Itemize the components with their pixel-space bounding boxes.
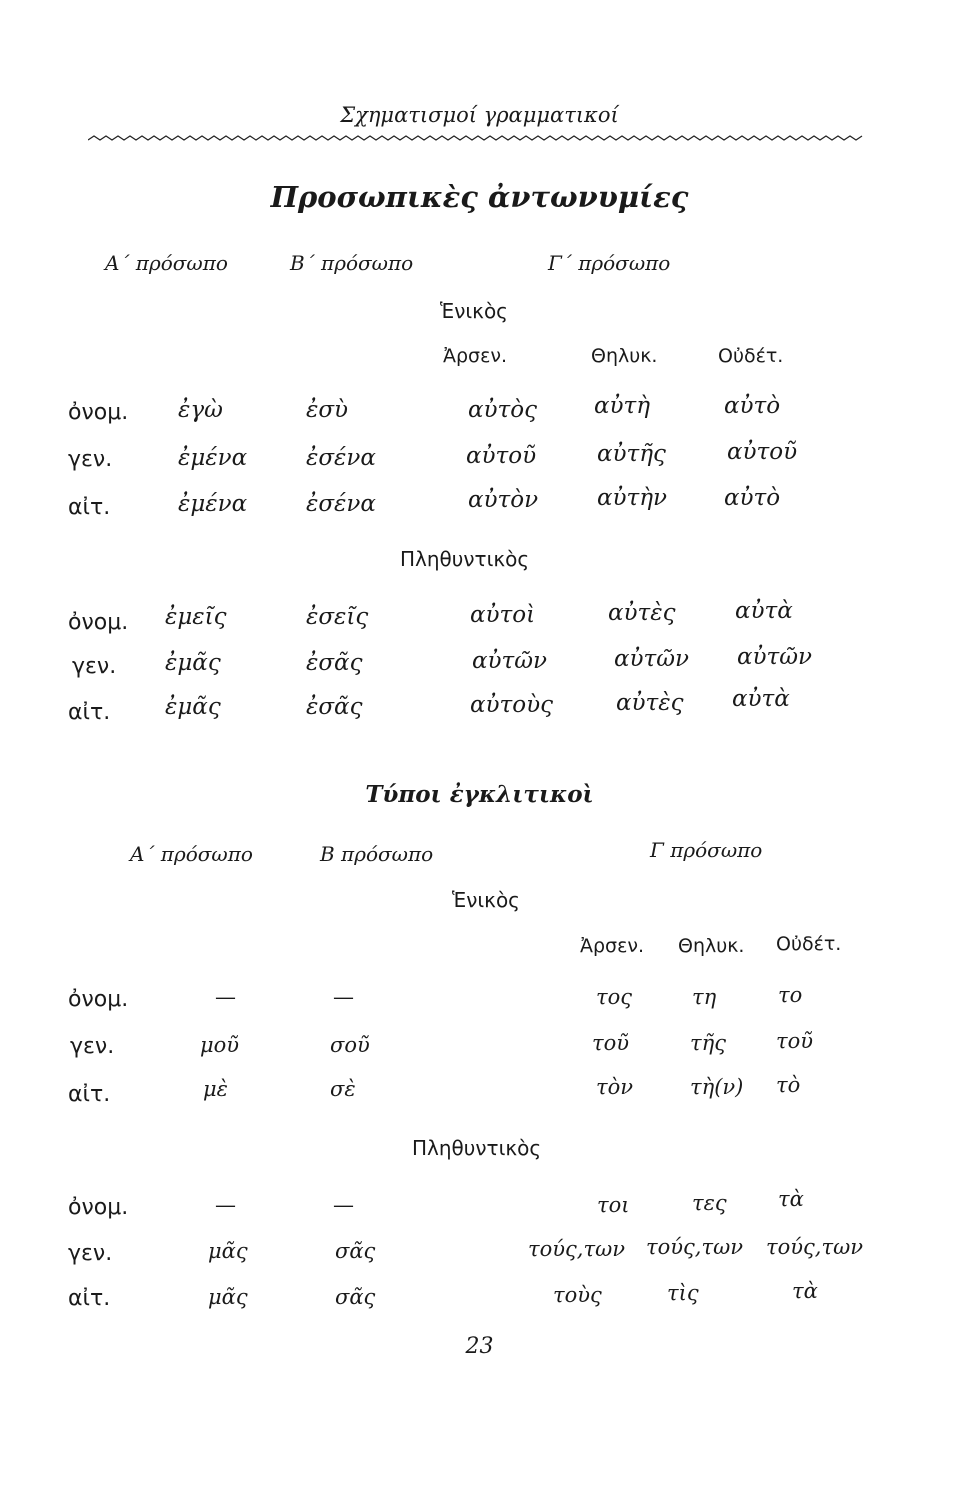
- person-2-heading: Β΄ πρόσωπο: [290, 251, 414, 275]
- form-cell: τὰ: [792, 1279, 818, 1303]
- form-cell: τὰ: [778, 1187, 804, 1211]
- form-cell: αὐτὴν: [597, 485, 667, 511]
- form-cell: αὐτὲς: [616, 690, 684, 716]
- page-number: 23: [465, 1334, 494, 1359]
- form-cell: αὐτὰ: [735, 598, 793, 624]
- form-cell: αὐτὴ: [594, 393, 651, 419]
- form-cell: μᾶς: [208, 1285, 248, 1309]
- case-label: ὀνομ.: [68, 400, 129, 425]
- form-cell: αὐτὰ: [732, 686, 790, 712]
- form-cell: αὐτοὺς: [470, 692, 553, 718]
- form-cell: αὐτοὶ: [470, 602, 536, 628]
- form-cell: τοῦ: [776, 1029, 814, 1053]
- form-cell: τες: [692, 1191, 727, 1215]
- dash-cell: —: [215, 1193, 236, 1217]
- form-cell: τοι: [597, 1193, 630, 1217]
- form-cell: ἐμᾶς: [165, 694, 221, 720]
- form-cell: τὸ: [776, 1073, 801, 1097]
- case-label: αἰτ.: [68, 1082, 111, 1107]
- form-cell: τούς,των: [766, 1235, 863, 1259]
- form-cell: τοῦ: [592, 1031, 630, 1055]
- form-cell: αὐτῶν: [472, 648, 547, 674]
- form-cell: αὐτὲς: [608, 600, 676, 626]
- plural-label: Πληθυντικὸς: [400, 547, 530, 571]
- form-cell: αὐτῶν: [614, 646, 689, 672]
- form-cell: τὴ(ν): [690, 1075, 744, 1099]
- form-cell: τος: [596, 985, 633, 1009]
- form-cell: τοὺς: [553, 1283, 602, 1307]
- gender-neuter: Οὐδέτ.: [776, 933, 842, 955]
- person-1-heading: Α΄ πρόσωπο: [105, 251, 228, 275]
- form-cell: αὐτὸν: [468, 487, 539, 513]
- form-cell: αὐτῆς: [597, 441, 666, 467]
- form-cell: σοῦ: [330, 1033, 370, 1057]
- form-cell: ἐσένα: [306, 445, 376, 471]
- person-2-heading: Β πρόσωπο: [320, 842, 434, 866]
- case-label: αἰτ.: [68, 700, 111, 725]
- case-label: γεν.: [72, 654, 117, 679]
- singular-label: Ἑνικὸς: [440, 299, 508, 323]
- case-label: ὀνομ.: [68, 1195, 129, 1220]
- case-label: ὀνομ.: [68, 987, 129, 1012]
- person-3-heading: Γ πρόσωπο: [650, 838, 763, 862]
- form-cell: τὶς: [667, 1281, 699, 1305]
- case-label: αἰτ.: [68, 1286, 111, 1311]
- form-cell: τὸν: [596, 1075, 634, 1099]
- case-label: γεν.: [70, 1034, 115, 1059]
- form-cell: αὐτὸ: [724, 393, 781, 419]
- form-cell: αὐτὸ: [724, 485, 781, 511]
- form-cell: τούς,των: [528, 1237, 625, 1261]
- plural-label: Πληθυντικὸς: [412, 1136, 542, 1160]
- form-cell: το: [778, 983, 803, 1007]
- dash-cell: —: [215, 985, 236, 1009]
- form-cell: αὐτῶν: [737, 644, 812, 670]
- form-cell: αὐτὸς: [468, 397, 537, 423]
- person-3-heading: Γ΄ πρόσωπο: [548, 251, 671, 275]
- form-cell: σᾶς: [335, 1239, 376, 1263]
- form-cell: ἐσᾶς: [306, 694, 363, 720]
- gender-neuter: Οὐδέτ.: [718, 345, 784, 367]
- singular-label: Ἑνικὸς: [452, 888, 520, 912]
- dash-cell: —: [333, 1193, 354, 1217]
- form-cell: ἐμένα: [178, 491, 248, 517]
- form-cell: μὲ: [203, 1077, 228, 1101]
- form-cell: αὐτοῦ: [727, 439, 798, 465]
- case-label: αἰτ.: [68, 495, 111, 520]
- gender-feminine: Θηλυκ.: [678, 935, 745, 957]
- form-cell: τη: [692, 985, 717, 1009]
- enclitic-title: Τύποι ἐγκλιτικοὶ: [365, 781, 594, 808]
- case-label: γεν.: [68, 1241, 113, 1266]
- gender-masculine: Ἀρσεν.: [443, 345, 508, 367]
- decorative-rule: [88, 130, 863, 146]
- person-1-heading: Α΄ πρόσωπο: [130, 842, 253, 866]
- form-cell: σὲ: [330, 1077, 356, 1101]
- form-cell: ἐσεῖς: [306, 604, 369, 630]
- form-cell: τούς,των: [646, 1235, 743, 1259]
- gender-masculine: Ἀρσεν.: [580, 935, 645, 957]
- form-cell: ἐγὼ: [178, 397, 223, 423]
- form-cell: ἐσᾶς: [306, 650, 363, 676]
- form-cell: ἐμᾶς: [165, 650, 221, 676]
- form-cell: τῆς: [690, 1031, 726, 1055]
- dash-cell: —: [333, 985, 354, 1009]
- case-label: ὀνομ.: [68, 610, 129, 635]
- form-cell: ἐσὺ: [306, 397, 349, 423]
- form-cell: ἐμεῖς: [165, 604, 227, 630]
- gender-feminine: Θηλυκ.: [591, 345, 658, 367]
- running-head: Σχηματισμοί γραμματικοί: [340, 103, 619, 127]
- form-cell: μᾶς: [208, 1239, 248, 1263]
- case-label: γεν.: [68, 447, 113, 472]
- page-title: Προσωπικὲς ἀντωνυμίες: [270, 180, 689, 214]
- form-cell: σᾶς: [335, 1285, 376, 1309]
- form-cell: ἐσένα: [306, 491, 376, 517]
- form-cell: αὐτοῦ: [466, 443, 537, 469]
- form-cell: μοῦ: [200, 1033, 240, 1057]
- form-cell: ἐμένα: [178, 445, 248, 471]
